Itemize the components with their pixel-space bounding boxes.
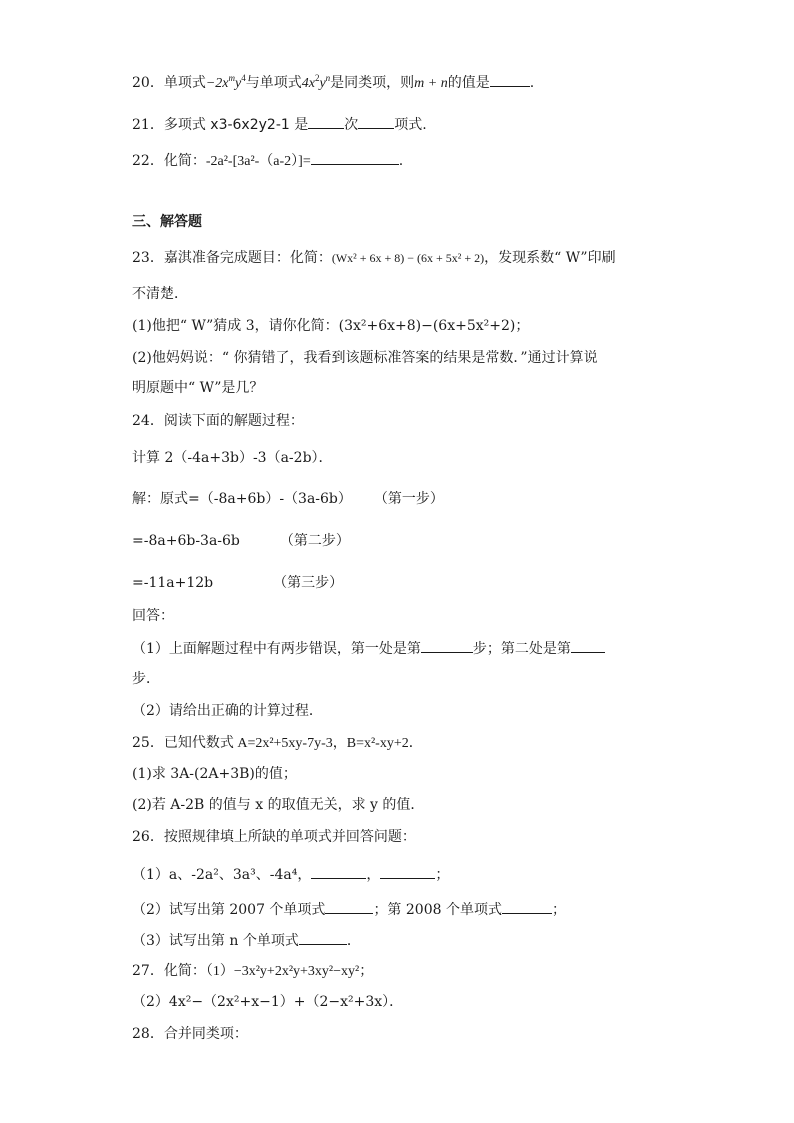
q26-blank-nth[interactable] — [299, 930, 347, 945]
q21-blank-terms[interactable] — [358, 114, 394, 129]
question-23: 23．嘉淇准备完成题目：化简：(Wx² + 6x + 8) − (6x + 5x² + 2)，发现系数“ W”印刷 — [132, 250, 616, 266]
q24-calc: 计算 2（-4a+3b）-3（a-2b）． — [132, 450, 333, 466]
q27-number: 27． — [132, 963, 164, 979]
q21-number: 21． — [132, 117, 164, 133]
q25-part-2: (2)若 A-2B 的值与 x 的取值无关，求 y 的值． — [132, 797, 425, 813]
q20-number: 20． — [132, 75, 164, 91]
section-heading: 三、解答题 — [132, 214, 202, 230]
q24-step-2: =-8a+6b-3a-6b （第二步） — [132, 533, 350, 549]
question-27: 27．化简：（1）−3x²y+2x²y+3xy²−xy²； — [132, 963, 374, 979]
q20-monomial-1: $-2x^my^4$ — [205, 73, 246, 91]
q25-number: 25． — [132, 735, 164, 751]
q24-blank-first[interactable] — [421, 638, 473, 653]
q25-part-1: (1)求 3A-(2A+3B)的值； — [132, 766, 297, 782]
q26-blank-2008[interactable] — [502, 899, 552, 914]
q24-number: 24． — [132, 413, 164, 429]
q23-expr: (Wx² + 6x + 8) − (6x + 5x² + 2) — [331, 251, 485, 265]
q20-expr: m + n — [414, 76, 448, 91]
q26-part-2: （2）试写出第 2007 个单项式 ；第 2008 个单项式 ； — [132, 899, 566, 920]
q21-blank-degree[interactable] — [308, 114, 344, 129]
q20-monomial-2: $4x^2y^n$ — [301, 73, 331, 91]
question-20: 20．单项式$-2x^my^4$与单项式$4x^2y^n$是同类项，则m + n的值是 . — [132, 73, 535, 91]
question-22: 22．化简：-2a²-[3a²-（a-2）]= . — [132, 150, 403, 172]
q26-blank-2007[interactable] — [325, 899, 373, 914]
question-24: 24．阅读下面的解题过程： — [132, 413, 304, 429]
q20-text-1: 单项式 — [163, 75, 206, 91]
q20-text-3: 是同类项，则 — [330, 75, 415, 91]
q28-number: 28． — [132, 1026, 164, 1042]
q20-text-4: 的值是 — [447, 75, 490, 91]
question-25: 25．已知代数式 A=2x²+5xy-7y-3，B=x²-xy+2． — [132, 735, 423, 751]
q24-answer-label: 回答： — [132, 608, 174, 624]
q20-answer-blank[interactable] — [490, 72, 530, 87]
q22-number: 22． — [132, 153, 164, 169]
q23-number: 23． — [132, 250, 164, 266]
q24-blank-second[interactable] — [571, 638, 605, 653]
q23-part-2a: (2)他妈妈说：“ 你猜错了，我看到该题标准答案的结果是常数．”通过计算说 — [132, 350, 598, 366]
q22-expr: -2a²-[3a²-（a-2）]= — [205, 154, 311, 169]
q20-text-2: 与单项式 — [245, 75, 302, 91]
q24-step-3: =-11a+12b （第三步） — [132, 575, 344, 591]
question-26: 26．按照规律填上所缺的单项式并回答问题： — [132, 829, 416, 845]
q26-number: 26． — [132, 829, 164, 845]
q23-part-1: (1)他把“ W”猜成 3，请你化简：(3x²+6x+8)−(6x+5x²+2)； — [132, 318, 530, 334]
q27-part-2: （2）4x²−（2x²+x−1）+（2−x²+3x）． — [132, 994, 404, 1010]
q23-line-2: 不清楚． — [132, 286, 188, 302]
q24-step-1: 解：原式=（-8a+6b）-（3a-6b） （第一步） — [132, 491, 444, 507]
q23-part-2b: 明原题中“ W”是几？ — [132, 380, 264, 396]
q26-blank-6th[interactable] — [380, 864, 435, 879]
question-21: 21．多项式 x3-6x2y2-1 是 次 项式. — [132, 114, 427, 135]
q26-blank-5th[interactable] — [311, 864, 366, 879]
q24-answer-1-end: 步． — [132, 671, 160, 687]
q22-answer-blank[interactable] — [311, 150, 399, 165]
q26-part-1: （1）a、-2a²、3a³、-4a⁴， ， ； — [132, 864, 449, 885]
question-28: 28．合并同类项： — [132, 1026, 248, 1042]
q26-part-3: （3）试写出第 n 个单项式 ． — [132, 930, 361, 951]
q24-answer-1: （1）上面解题过程中有两步错误，第一处是第 步；第二处是第 — [132, 638, 605, 659]
q24-answer-2: （2）请给出正确的计算过程． — [132, 703, 323, 719]
q21-expr: x3-6x2y2-1 — [210, 117, 290, 133]
